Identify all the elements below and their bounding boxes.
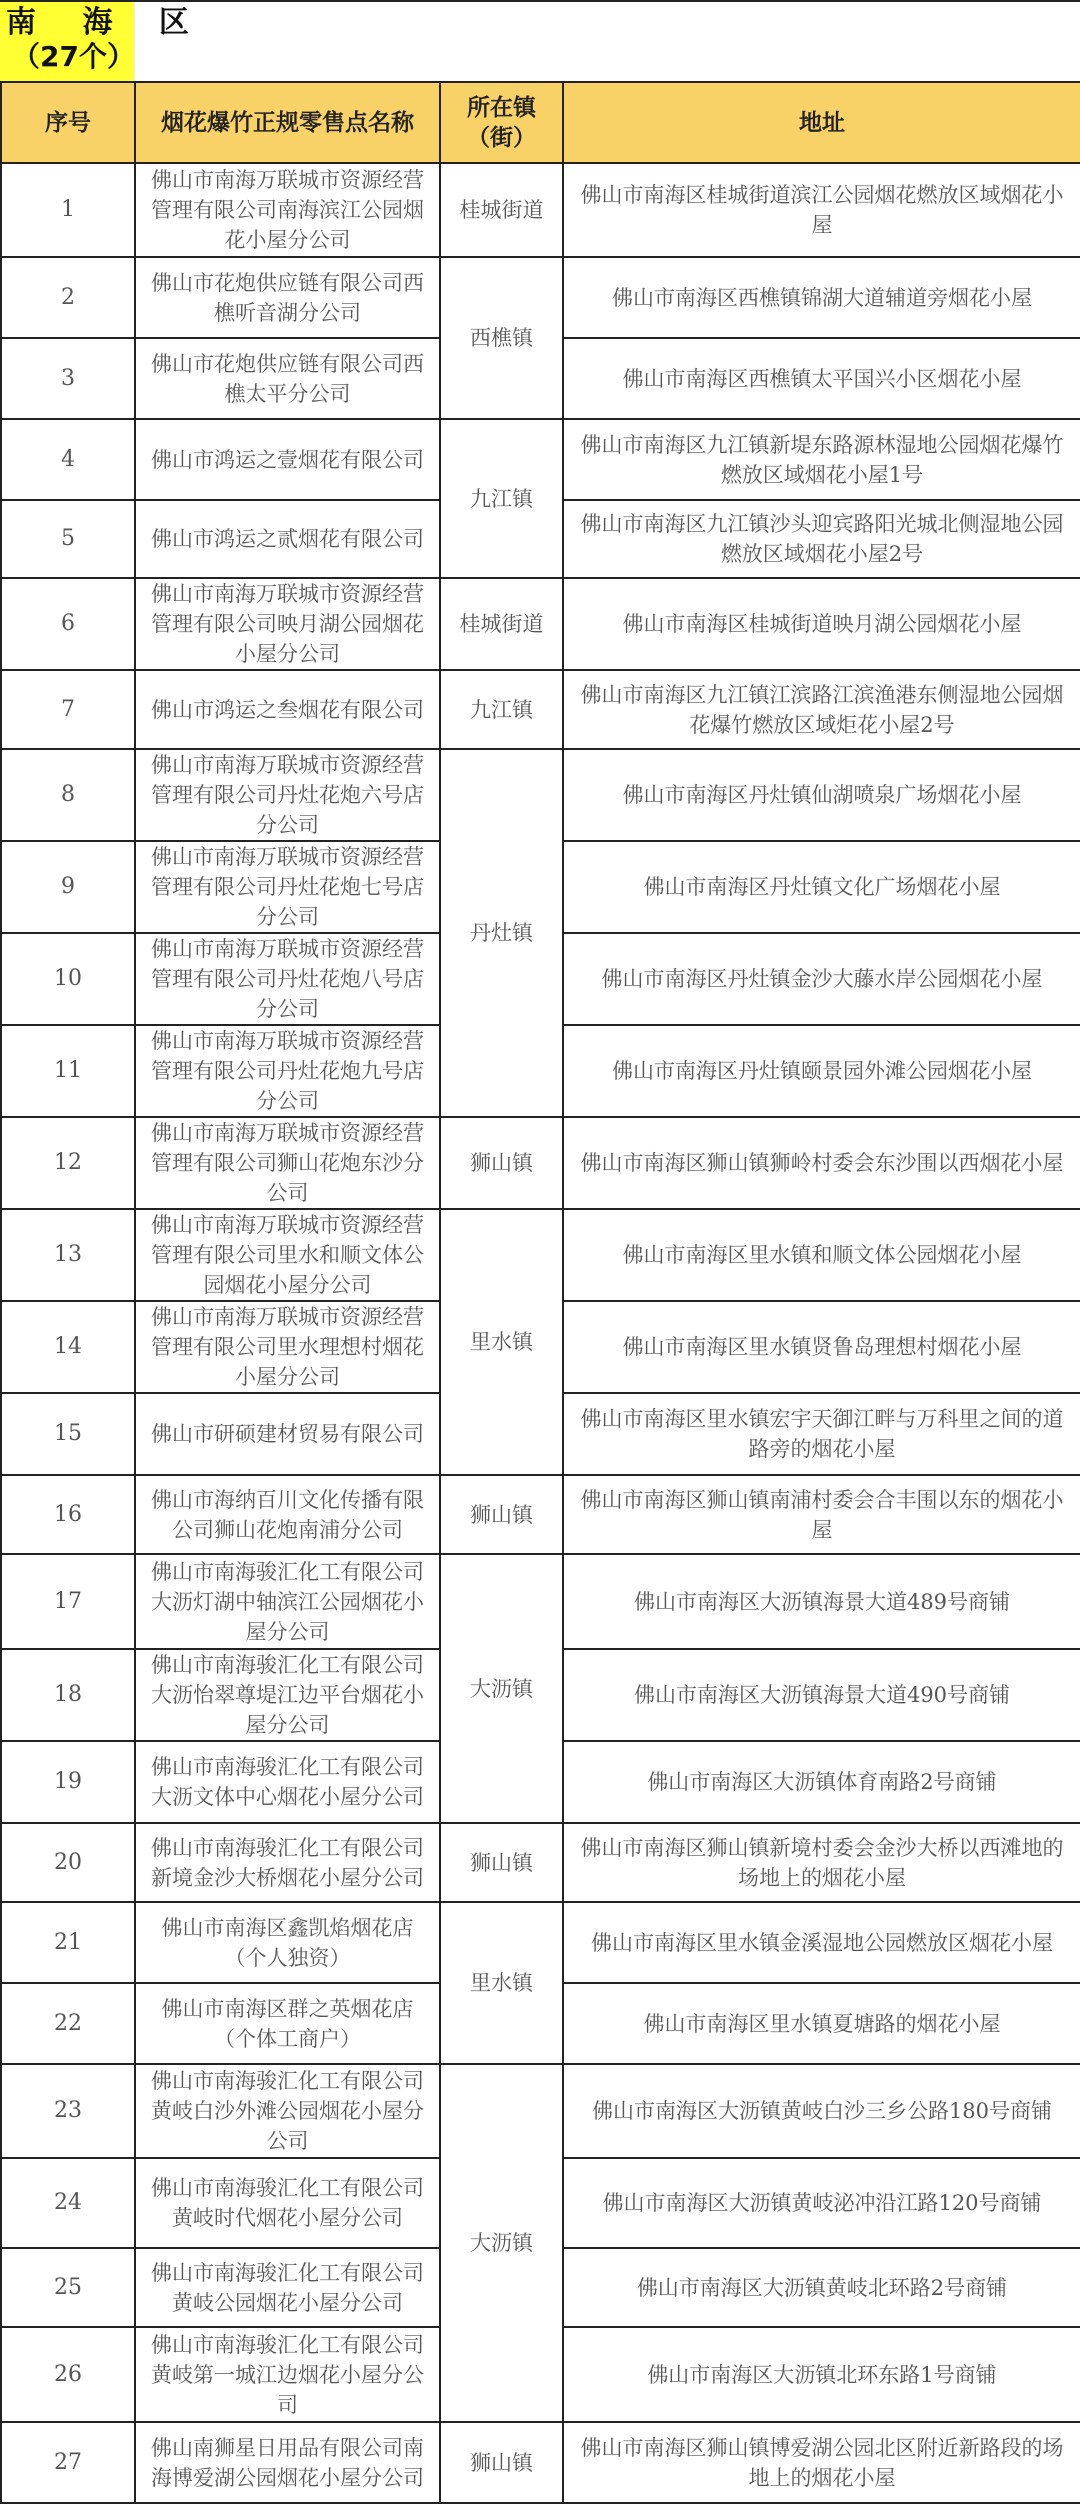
retailer-name: 佛山市南海万联城市资源经营管理有限公司丹灶花炮八号店分公司 bbox=[135, 933, 440, 1025]
table-row bbox=[1, 670, 1080, 749]
table-row bbox=[1, 257, 1080, 338]
retailer-name: 佛山市南海万联城市资源经营管理有限公司丹灶花炮九号店分公司 bbox=[135, 1025, 440, 1117]
header-no: 序号 bbox=[1, 82, 135, 163]
town-cell: 狮山镇 bbox=[440, 1475, 563, 1554]
town-cell: 西樵镇 bbox=[440, 257, 563, 419]
retailer-name: 佛山市海纳百川文化传播有限公司狮山花炮南浦分公司 bbox=[135, 1475, 440, 1554]
table-row bbox=[1, 1209, 1080, 1301]
retailer-name: 佛山市花炮供应链有限公司西樵太平分公司 bbox=[135, 338, 440, 419]
table-row bbox=[1, 1117, 1080, 1209]
table-row bbox=[1, 1823, 1080, 1902]
table-row bbox=[1, 419, 1080, 500]
district-count: （27个） bbox=[12, 40, 135, 73]
row-number: 26 bbox=[1, 2327, 135, 2422]
town-cell: 桂城街道 bbox=[440, 578, 563, 670]
retailer-name: 佛山市花炮供应链有限公司西樵听音湖分公司 bbox=[135, 257, 440, 338]
row-number: 18 bbox=[1, 1649, 135, 1741]
row-number: 14 bbox=[1, 1301, 135, 1393]
town-cell: 里水镇 bbox=[440, 1209, 563, 1475]
address-cell: 佛山市南海区丹灶镇仙湖喷泉广场烟花小屋 bbox=[563, 749, 1080, 841]
retailer-name: 佛山市南海万联城市资源经营管理有限公司南海滨江公园烟花小屋分公司 bbox=[135, 163, 440, 257]
address-cell: 佛山市南海区大沥镇黄岐北环路2号商铺 bbox=[563, 2248, 1080, 2327]
row-number: 12 bbox=[1, 1117, 135, 1209]
row-number: 6 bbox=[1, 578, 135, 670]
address-cell: 佛山市南海区大沥镇海景大道489号商铺 bbox=[563, 1554, 1080, 1649]
row-number: 11 bbox=[1, 1025, 135, 1117]
row-number: 10 bbox=[1, 933, 135, 1025]
address-cell: 佛山市南海区大沥镇海景大道490号商铺 bbox=[563, 1649, 1080, 1741]
address-cell: 佛山市南海区桂城街道映月湖公园烟花小屋 bbox=[563, 578, 1080, 670]
address-cell: 佛山市南海区狮山镇狮岭村委会东沙围以西烟花小屋 bbox=[563, 1117, 1080, 1209]
table-row bbox=[1, 1475, 1080, 1554]
row-number: 9 bbox=[1, 841, 135, 933]
address-cell: 佛山市南海区九江镇江滨路江滨渔港东侧湿地公园烟花爆竹燃放区域炬花小屋2号 bbox=[563, 670, 1080, 749]
table-row bbox=[1, 1902, 1080, 1983]
row-number: 24 bbox=[1, 2158, 135, 2248]
table-body bbox=[1, 163, 1080, 2503]
table-row bbox=[1, 578, 1080, 670]
retailer-name: 佛山市南海区群之英烟花店（个体工商户） bbox=[135, 1983, 440, 2064]
table-row bbox=[1, 749, 1080, 841]
retailer-name: 佛山市南海万联城市资源经营管理有限公司里水理想村烟花小屋分公司 bbox=[135, 1301, 440, 1393]
retailer-name: 佛山市南海万联城市资源经营管理有限公司狮山花炮东沙分公司 bbox=[135, 1117, 440, 1209]
address-cell: 佛山市南海区九江镇新堤东路源林湿地公园烟花爆竹燃放区域烟花小屋1号 bbox=[563, 419, 1080, 500]
town-cell: 大沥镇 bbox=[440, 2064, 563, 2422]
retailer-name: 佛山市南海万联城市资源经营管理有限公司丹灶花炮六号店分公司 bbox=[135, 749, 440, 841]
table-row bbox=[1, 2422, 1080, 2503]
address-cell: 佛山市南海区丹灶镇颐景园外滩公园烟花小屋 bbox=[563, 1025, 1080, 1117]
header-town-label: 所在镇（街） bbox=[467, 94, 536, 151]
address-cell: 佛山市南海区大沥镇体育南路2号商铺 bbox=[563, 1741, 1080, 1823]
row-number: 13 bbox=[1, 1209, 135, 1301]
address-cell: 佛山市南海区丹灶镇金沙大藤水岸公园烟花小屋 bbox=[563, 933, 1080, 1025]
retailer-name: 佛山市鸿运之叁烟花有限公司 bbox=[135, 670, 440, 749]
row-number: 25 bbox=[1, 2248, 135, 2327]
table-header-row bbox=[1, 82, 1080, 163]
address-cell: 佛山市南海区狮山镇南浦村委会合丰围以东的烟花小屋 bbox=[563, 1475, 1080, 1554]
row-number: 22 bbox=[1, 1983, 135, 2064]
retailer-name: 佛山市南海骏汇化工有限公司黄岐白沙外滩公园烟花小屋分公司 bbox=[135, 2064, 440, 2158]
retailer-name: 佛山市研硕建材贸易有限公司 bbox=[135, 1393, 440, 1475]
retailer-name: 佛山市鸿运之贰烟花有限公司 bbox=[135, 500, 440, 578]
town-cell: 九江镇 bbox=[440, 670, 563, 749]
header-town bbox=[440, 82, 563, 163]
retailer-name: 佛山市南海万联城市资源经营管理有限公司里水和顺文体公园烟花小屋分公司 bbox=[135, 1209, 440, 1301]
town-cell: 狮山镇 bbox=[440, 1823, 563, 1902]
address-cell: 佛山市南海区狮山镇博爱湖公园北区附近新路段的场地上的烟花小屋 bbox=[563, 2422, 1080, 2503]
retailer-name: 佛山市南海骏汇化工有限公司大沥怡翠尊堤江边平台烟花小屋分公司 bbox=[135, 1649, 440, 1741]
address-cell: 佛山市南海区西樵镇锦湖大道辅道旁烟花小屋 bbox=[563, 257, 1080, 338]
town-cell: 九江镇 bbox=[440, 419, 563, 578]
address-cell: 佛山市南海区丹灶镇文化广场烟花小屋 bbox=[563, 841, 1080, 933]
address-cell: 佛山市南海区桂城街道滨江公园烟花燃放区域烟花小屋 bbox=[563, 163, 1080, 257]
retailer-name: 佛山市南海骏汇化工有限公司黄岐第一城江边烟花小屋分公司 bbox=[135, 2327, 440, 2422]
row-number: 1 bbox=[1, 163, 135, 257]
town-cell: 狮山镇 bbox=[440, 1117, 563, 1209]
district-title-cell bbox=[0, 2, 207, 81]
district-name: 南 海 区 bbox=[6, 5, 207, 40]
row-number: 4 bbox=[1, 419, 135, 500]
table-row bbox=[1, 163, 1080, 257]
retail-points-table bbox=[0, 81, 1080, 2504]
address-cell: 佛山市南海区里水镇和顺文体公园烟花小屋 bbox=[563, 1209, 1080, 1301]
address-cell: 佛山市南海区狮山镇新境村委会金沙大桥以西滩地的场地上的烟花小屋 bbox=[563, 1823, 1080, 1902]
address-cell: 佛山市南海区西樵镇太平国兴小区烟花小屋 bbox=[563, 338, 1080, 419]
row-number: 19 bbox=[1, 1741, 135, 1823]
row-number: 2 bbox=[1, 257, 135, 338]
retailer-name: 佛山市南海骏汇化工有限公司大沥灯湖中轴滨江公园烟花小屋分公司 bbox=[135, 1554, 440, 1649]
table-row bbox=[1, 1554, 1080, 1649]
title-blank-cell bbox=[134, 2, 1080, 81]
row-number: 15 bbox=[1, 1393, 135, 1475]
town-cell: 大沥镇 bbox=[440, 1554, 563, 1823]
retailer-name: 佛山南狮星日用品有限公司南海博爱湖公园烟花小屋分公司 bbox=[135, 2422, 440, 2503]
row-number: 16 bbox=[1, 1475, 135, 1554]
row-number: 20 bbox=[1, 1823, 135, 1902]
retailer-name: 佛山市南海骏汇化工有限公司大沥文体中心烟花小屋分公司 bbox=[135, 1741, 440, 1823]
retailer-name: 佛山市南海万联城市资源经营管理有限公司映月湖公园烟花小屋分公司 bbox=[135, 578, 440, 670]
header-address: 地址 bbox=[563, 82, 1080, 163]
address-cell: 佛山市南海区九江镇沙头迎宾路阳光城北侧湿地公园燃放区域烟花小屋2号 bbox=[563, 500, 1080, 578]
retailer-name: 佛山市南海万联城市资源经营管理有限公司丹灶花炮七号店分公司 bbox=[135, 841, 440, 933]
address-cell: 佛山市南海区大沥镇黄岐白沙三乡公路180号商铺 bbox=[563, 2064, 1080, 2158]
retailer-name: 佛山市南海骏汇化工有限公司黄岐时代烟花小屋分公司 bbox=[135, 2158, 440, 2248]
town-cell: 里水镇 bbox=[440, 1902, 563, 2064]
town-cell: 狮山镇 bbox=[440, 2422, 563, 2503]
table-row bbox=[1, 2064, 1080, 2158]
title-row bbox=[0, 0, 1080, 81]
header-name: 烟花爆竹正规零售点名称 bbox=[135, 82, 440, 163]
address-cell: 佛山市南海区大沥镇北环东路1号商铺 bbox=[563, 2327, 1080, 2422]
retailer-name: 佛山市南海骏汇化工有限公司新境金沙大桥烟花小屋分公司 bbox=[135, 1823, 440, 1902]
address-cell: 佛山市南海区大沥镇黄岐泌冲沿江路120号商铺 bbox=[563, 2158, 1080, 2248]
retailer-name: 佛山市南海骏汇化工有限公司黄岐公园烟花小屋分公司 bbox=[135, 2248, 440, 2327]
town-cell: 桂城街道 bbox=[440, 163, 563, 257]
row-number: 3 bbox=[1, 338, 135, 419]
town-cell: 丹灶镇 bbox=[440, 749, 563, 1117]
address-cell: 佛山市南海区里水镇贤鲁岛理想村烟花小屋 bbox=[563, 1301, 1080, 1393]
row-number: 8 bbox=[1, 749, 135, 841]
row-number: 5 bbox=[1, 500, 135, 578]
address-cell: 佛山市南海区里水镇夏塘路的烟花小屋 bbox=[563, 1983, 1080, 2064]
row-number: 27 bbox=[1, 2422, 135, 2503]
row-number: 21 bbox=[1, 1902, 135, 1983]
retailer-name: 佛山市南海区鑫凯焰烟花店（个人独资） bbox=[135, 1902, 440, 1983]
row-number: 7 bbox=[1, 670, 135, 749]
row-number: 23 bbox=[1, 2064, 135, 2158]
retailer-name: 佛山市鸿运之壹烟花有限公司 bbox=[135, 419, 440, 500]
address-cell: 佛山市南海区里水镇宏宇天御江畔与万科里之间的道路旁的烟花小屋 bbox=[563, 1393, 1080, 1475]
address-cell: 佛山市南海区里水镇金溪湿地公园燃放区烟花小屋 bbox=[563, 1902, 1080, 1983]
row-number: 17 bbox=[1, 1554, 135, 1649]
